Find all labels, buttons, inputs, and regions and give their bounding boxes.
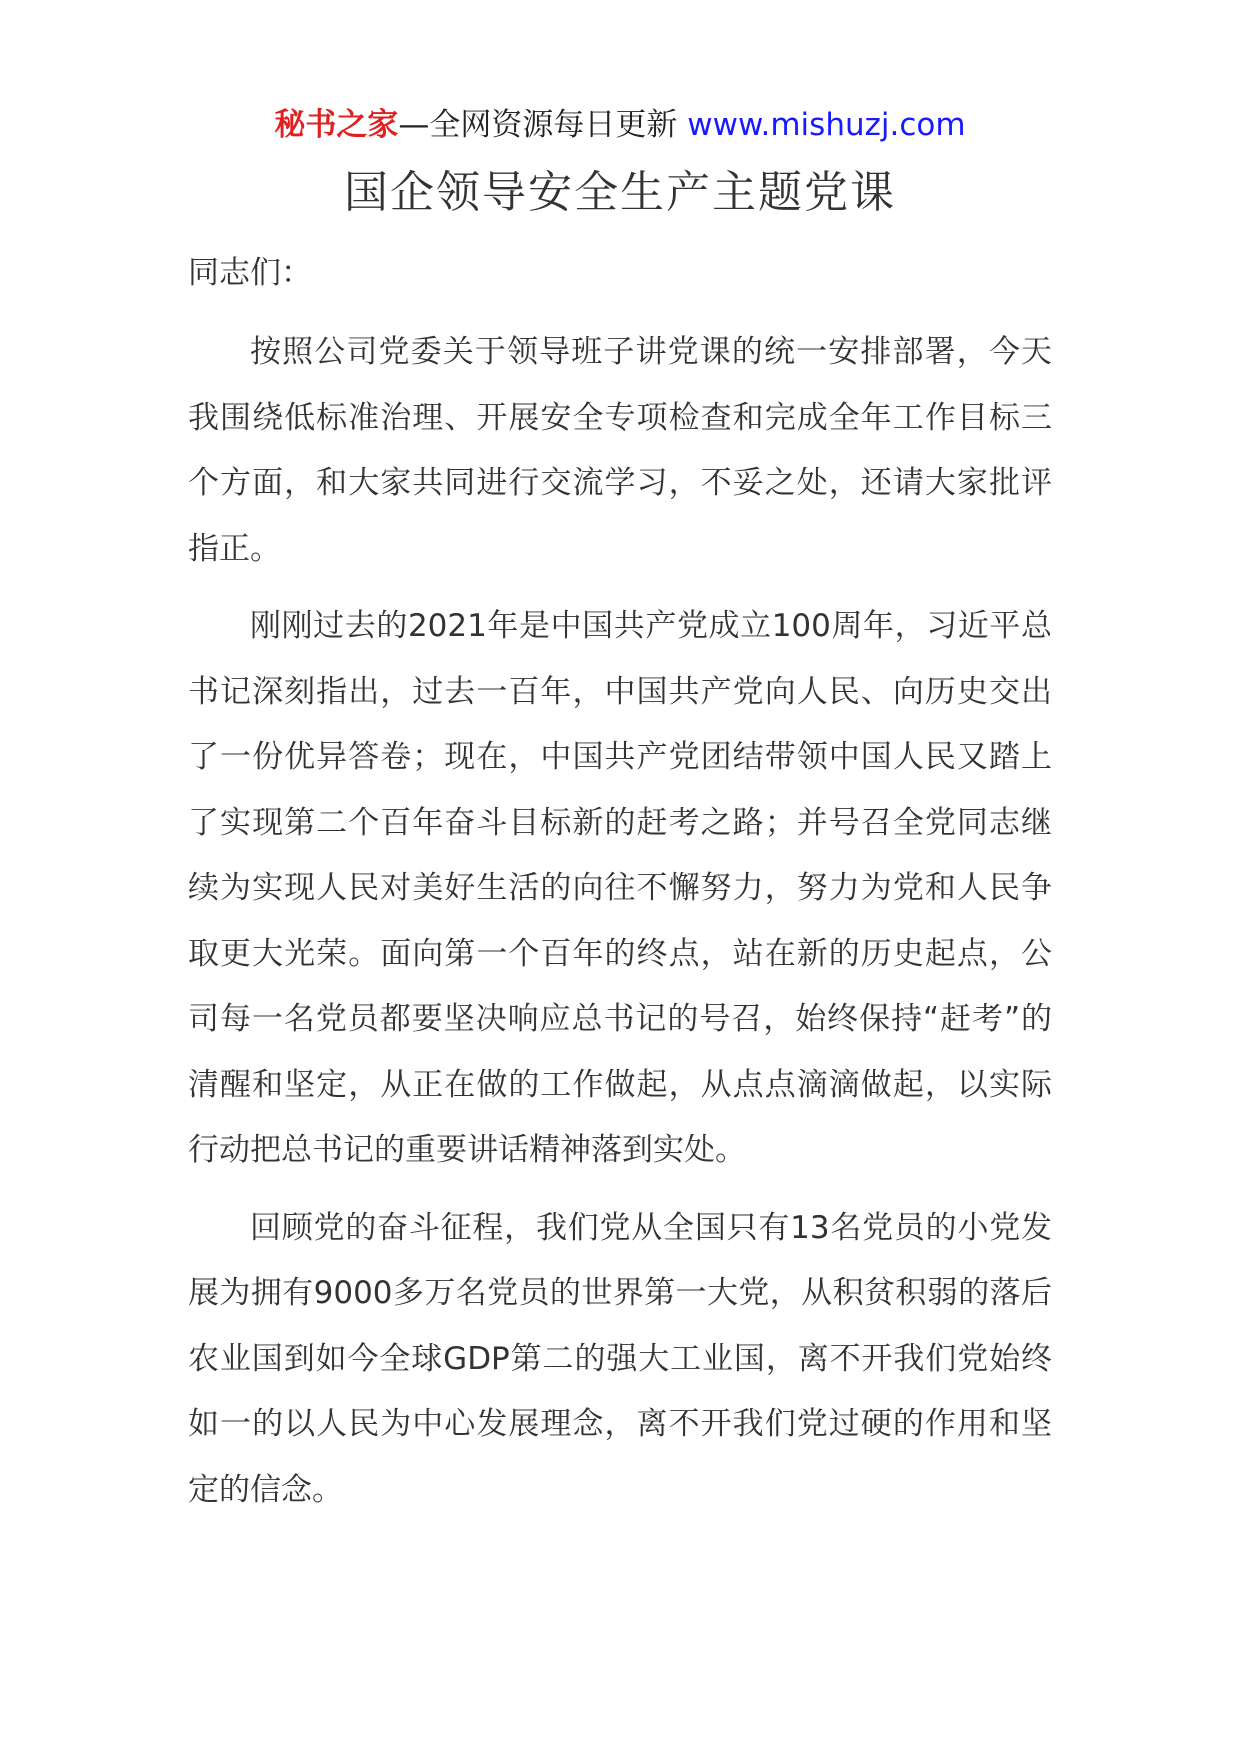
paragraph-history: 回顾党的奋斗征程，我们党从全国只有13名党员的小党发展为拥有9000多万名党员的世界第一大党，从积贫积弱的落后农业国到如今全球GDP第二的强大工业国，离不开我们党始终如一的以人民为中心发展理念，离不开我们党过硬的作用和坚定的信念。 (188, 1209, 1052, 1508)
paragraph-centenary: 刚刚过去的2021年是中国共产党成立100周年，习近平总书记深刻指出，过去一百年，中国共产党向人民、向历史交出了一份优异答卷；现在，中国共产党团结带领中国人民又踏上了实现第二个百年奋斗目标新的赶考之路；并号召全党同志继续为实现人民对美好生活的向往不懈努力，努力为党和人民争取更大光荣。面向第一个百年的终点，站在新的历史起点，公司每一名党员都要坚决响应总书记的号召，始终保持“赶考”的清醒和坚定，从正在做的工作做起，从点点滴滴做起，以实际行动把总书记的重要讲话精神落到实处。 (188, 608, 1052, 1168)
site-slogan: —全网资源每日更新 (398, 107, 678, 143)
site-header (0, 103, 1240, 147)
site-url-link[interactable]: www.mishuzj.com (687, 107, 966, 143)
document-body (188, 240, 1052, 1535)
paragraph-intro: 按照公司党委关于领导班子讲党课的统一安排部署，今天我围绕低标准治理、开展安全专项检查和完成全年工作目标三个方面，和大家共同进行交流学习，不妥之处，还请大家批评指正。 (188, 334, 1052, 567)
brand-name: 秘书之家 (274, 107, 399, 143)
document-title: 国企领导安全生产主题党课 (344, 167, 896, 218)
salutation: 同志们： (188, 255, 312, 291)
